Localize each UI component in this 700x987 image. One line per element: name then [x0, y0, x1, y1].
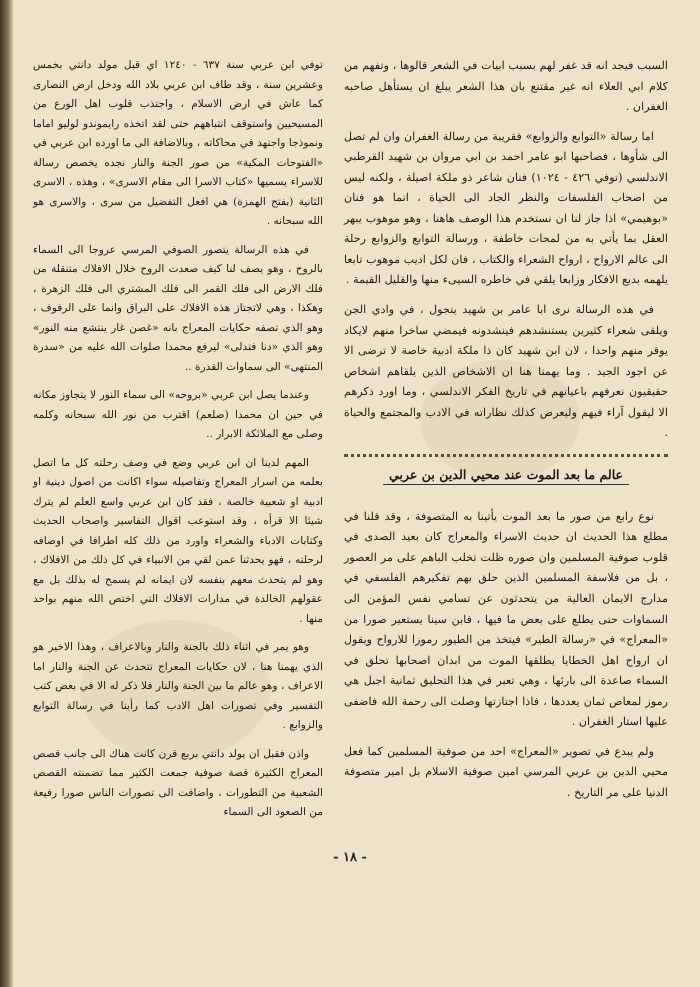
paragraph: وعندما يصل ابن عربي «بروحه» الى سماء النور لا يتجاوز مكانه في حين ان محمدا (صلعم) اقترب من نور الله سبحانه وكلمه وصلى مع الملائكة الابرار .. — [33, 389, 323, 440]
paragraph: في هذه الرسالة نرى ابا عامر بن شهيد يتجول ، في وادي الجن ويلقى شعراء كثيرين يستنشدهم فينشدونه فيمضي ساخرا منهم لايكاد يوقر منهم واحدا ، لان ابن شهيد كان ذا ملكة ادبية خاصة لا ترضى الا عن اجود الجيد . وما يهمنا هنا ان الاشخاص الذين يلقاهم اشخاص حقيقيون نعرفهم باعيانهم في تاريخ الفكر الاندلسي ، وما اورد ذكرهم الا ليقول آراء فيهم وليعرض كذلك نظاراته في الادب والمجتمع والحياة . — [344, 303, 668, 440]
right-column — [344, 56, 668, 813]
paragraph: توفي ابن عربي سنة ٦٣٧ - ١٢٤٠ اي قبل مولد دانتي بخمس وعشرين سنة ، وقد طاف ابن عربي بلاد الله ودخل ارض النصارى كما عاش في ارض الاسلام ، واجتذب قلوب اهل الورع من المسيحيين واستوقف انتباههم حتى لقد اتخذه رايموندو لوليو اماما ونموذجا واجتهد في محاكاته ، وبالاضافة الى ما اورده ابن عربي في «الفتوحات المكية» من صور الجنة والنار نجده يخصص رسالة للاسراء يسميها «كتاب الاسرا الى مقام الاسرى» ، وهذه ، الاسرى الثانية (بفتح الهمزة) هي افعل التفضيل من سرى ، والاسرى هو الله سبحانه . — [33, 59, 323, 227]
paragraph: نوع رابع من صور ما بعد الموت يأتينا به المتصوفة ، وقد قلنا في مطلع هذا الحديث ان حديث الاسراء والمعراج كان بعيد الصدى في قلوب صوفية المسلمين وان صوره ظلت تخلب الباهم على مر العصور ، بل من فلاسفة المسلمين الذين حلق بهم تفكيرهم الفلسفي في مدارج الايمان العالية من يتحدثون عن تسامي نفس المؤمن الى السماوات حتى يطلع على بعض ما فيها ، فابن سينا يستعير صورا من «المعراج» في «رسالة الطير» فيتخذ من الطيور رموزا للارواح ويقول ان ارواح اهل الخطايا يطلقها الموت من ابدان اصحابها تحلق في السماء صاعدة الى بارئها ، وهي تعبر في هذا التحليق ثمانية اجبل هي رموز لمعاص ثمان يعددها ، فاذا اجتازتها وصلت الى رحمة الله فاضفى عليها استار الغفران . — [344, 509, 668, 729]
paragraph: اما رسالة «التوابع والزوابع» فقريبة من رسالة الغفران وان لم تصل الى شأوها ، فصاحبها ابو عامر احمد بن ابي مروان بن شهيد القرطبي الاندلسي (توفي ٤٢٦ - ١٠٢٤) فنان شاعر ذو ملكة اصيلة ، ولكنه ليس من اصحاب الفلسفات والنظر الجاد الى الحياة ، انما هو فنان «بوهيمي» اذا جاز لنا ان نستخدم هذا الوصف هاهنا ، وهو موهوب يبهر العقل بما يأتي به من لمحات خاطفة ، ورسالة التوابع والزوابع رحلة الى عالم الارواح ، ارواح الشعراء والكتاب ، فان لكل اديب موهوب تابعا يلهمه بديع الافكار وزابعا يلقي في خاطره السيىء منها والقليل القيمة . — [344, 129, 668, 287]
section-heading-text: عالم ما بعد الموت عند محيي الدين بن عربي — [383, 467, 629, 485]
paragraph: وهو يمر في اثناء ذلك بالجنة والنار وبالاعراف ، وهذا الاخير هو الذي يهمنا هنا ، لان حكايات المعراج تتحدث عن الجنة والنار اما الاعراف ، وهو عالم ما بين الجنة والنار فلا ذكر له الا في بعض كتب التفسير وفي تصورات اهل الادب كما رأينا في رسالة التوابع والزوابع . — [33, 641, 323, 731]
left-column — [33, 56, 323, 832]
section-heading — [344, 454, 668, 495]
paragraph: في هذه الرسالة يتصور الصوفي المرسي عروجا الى السماء بالروح ، وهو يصف لنا كيف صعدت الروح خلال الافلاك متنقلة من فلك الارض الى فلك القمر الى فلك المشتري الى فلك الزهرة ، وهكذا ، وهي لاتجتاز هذه الافلاك على البراق وانما على الرفوف ، وهو الذي تصفه حكايات المعراج بانه «غصن غار ينتشع منه النور» وهو الذي «دنا فتدلى» ليرفع محمدا صلوات الله عليه من «سدرة المنتهى» الى سماوات القدرة .. — [33, 243, 323, 373]
paragraph: ولم يبدع في تصوير «المعراج» احد من صوفية المسلمين كما فعل محيي الدين بن عربي المرسي امين صوفية الاسلام بل امير متصوفة الدنيا على مر التاريخ . — [344, 744, 668, 799]
paragraph: المهم لدينا ان ابن عربي وضع في وصف رحلته كل ما اتصل بعلمه من اسرار المعراج وتفاصيله سواء اكانت من اصول دينية او ادبية او شعبية خالصة ، فقد كان ابن عربي واسع العلم لم يترك شيئا الا قرأه ، وقد استوعب اقوال التفاسير واصحاب الحديث وكتابات الادباء والشعراء واورد من ذلك كله اطرافا في اوصافه لرحلته ، فهو يحدثنا عمن لقي من الانبياء في كل ذلك من الافلاك ، وهو لم يتحدث معهم بنفسه لان ايمانه لم يسمح له بذلك بل مع عقولهم الخالدة في مدارات الافلاك التي اختص الله منهم بواحد منها . — [33, 456, 323, 625]
paragraph: السبب فيجد انه قد غفر لهم بسبب ابيات في الشعر قالوها ، وتفهم من كلام ابي العلاء انه غير مقتنع بان هذا الشعر يبلغ ان يستأهل صاحبه الغفران . — [344, 59, 668, 114]
paragraph: واذن فقبل ان يولد دانتي بربع قرن كانت هناك الى جانب قصص المعراج الكثيرة قصة صوفية جمعت الكثير مما تضمنته القصص الشعبية من التطورات ، واضافت الى تصورات الناس صورا رفيعة من الصعود الى السماء — [33, 747, 323, 818]
page-number: - ١٨ - — [333, 850, 367, 865]
